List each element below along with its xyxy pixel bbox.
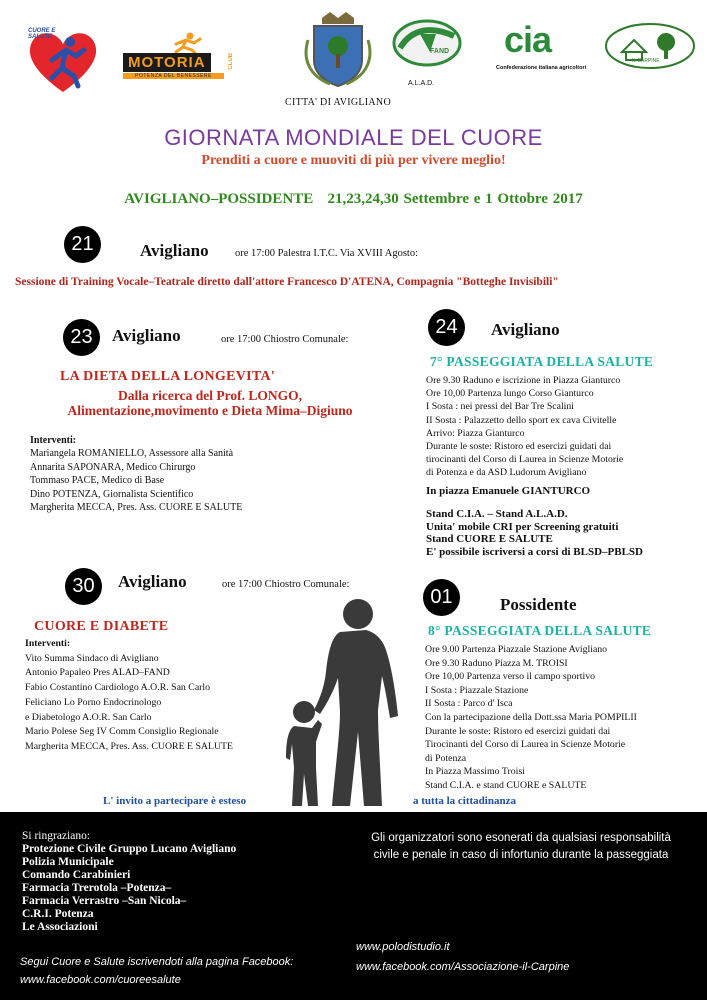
list-item: I Sosta : nei pressi del Bar Tre Scalini: [426, 401, 575, 413]
list-item: Dino POTENZA, Giornalista Scientifico: [30, 488, 194, 500]
day-21-time: ore 17:00 Palestra I.T.C. Via XVIII Agosto:: [235, 248, 418, 259]
logo-citta-di-avigliano: [268, 10, 408, 110]
day-30-place: Avigliano: [118, 572, 187, 591]
facebook-note: Segui Cuore e Salute iscrivendoti alla pagina Facebook:: [20, 956, 294, 968]
city-caption: CITTA' DI AVIGLIANO: [285, 97, 391, 108]
day-01-program: [425, 643, 637, 793]
interventi-label: Interventi:: [30, 435, 77, 446]
list-item: e Diabetologo A.O.R. San Carlo: [25, 711, 152, 723]
day-21-badge: 21: [64, 226, 101, 263]
day-24-title: 7° PASSEGGIATA DELLA SALUTE: [430, 354, 654, 369]
list-item: Fabio Costantino Cardiologo A.O.R. San Carlo: [25, 682, 211, 694]
list-item: tirocinanti del Corso di Laurea in Scienze Motorie: [426, 454, 624, 466]
list-item: Unita' mobile CRI per Screening gratuiti: [426, 520, 619, 533]
father-child-silhouette: [270, 592, 430, 810]
list-item: Margherita MECCA, Pres. Ass. CUORE E SALUTE: [30, 502, 243, 514]
thanks-list: [22, 830, 236, 934]
logo-cuore-e-salute: [22, 20, 104, 98]
alad-fand-icon: [392, 18, 462, 68]
logo-cia: [490, 18, 590, 78]
coat-of-arms-icon: [300, 10, 376, 90]
interventi-label: Interventi:: [25, 638, 71, 649]
day-23-subtitle-2: Alimentazione,movimento e Dieta Mima–Digiuno: [67, 403, 353, 418]
motoria-club: CLUB: [228, 53, 234, 70]
motoria-tagline: POTENZA DEL BENESSERE: [123, 73, 224, 79]
day-24-place: Avigliano: [491, 320, 560, 339]
day-24-stands: [426, 508, 643, 559]
list-item: II Sosta : Parco d' Isca: [425, 698, 513, 710]
list-item: Feliciano Lo Porno Endocrinologo: [25, 696, 162, 708]
invite-right: a tutta la cittadinanza: [413, 795, 516, 807]
day-30-title: CUORE E DIABETE: [34, 619, 169, 634]
list-item: Ore 9.30 Raduno Piazza M. TROISI: [425, 657, 568, 669]
logo-alad: [392, 18, 462, 92]
list-item: Arrivo: Piazza Gianturco: [426, 427, 525, 439]
footer: [0, 812, 707, 1000]
list-item: Durante le soste: Ristoro ed esercizi guidati dai: [425, 725, 611, 737]
list-item: Antonio Papaleo Pres ALAD–FAND: [25, 667, 170, 679]
list-item: Vito Summa Sindaco di Avigliano: [25, 652, 159, 664]
list-item: In Piazza Massimo Troisi: [425, 766, 525, 778]
list-item: Ore 9.00 Partenza Piazzale Stazione Avigliano: [425, 644, 608, 655]
day-30-time: ore 17:00 Chiostro Comunale:: [222, 579, 350, 590]
day-23-interventi: [30, 434, 242, 514]
day-01-title: 8° PASSEGGIATA DELLA SALUTE: [428, 623, 652, 638]
invite-left: L' invito a partecipare è esteso: [103, 795, 247, 807]
disclaimer-line-1: Gli organizzatori sono esonerati da qualsiasi responsabilità: [371, 832, 671, 844]
list-item: Farmacia Trerotola –Potenza–: [22, 882, 172, 894]
day-21-description: Sessione di Training Vocale–Teatrale diretto dall'attore Francesco D'ATENA, Compagnia "Botteghe Invisibili": [15, 276, 559, 288]
day-24-piazza: In piazza Emanuele GIANTURCO: [426, 485, 591, 497]
list-item: Comando Carabinieri: [22, 869, 131, 881]
alad-mark: FAND: [430, 48, 450, 55]
list-item: di Potenza e da ASD Ludorum Avigliano: [426, 467, 587, 479]
list-item: Ore 9.30 Raduno e iscrizione in Piazza Gianturco: [426, 375, 621, 386]
website-link[interactable]: www.polodistudio.it: [356, 941, 450, 953]
carpine-caption: IL CARPINE: [632, 58, 660, 64]
day-23-subtitle-1: Dalla ricerca del Prof. LONGO,: [118, 388, 302, 403]
runner-icon: [168, 32, 208, 54]
list-item: Stand C.I.A. e stand CUORE e SALUTE: [425, 779, 587, 791]
day-24-program: [426, 374, 623, 480]
logo-motoria: [123, 32, 243, 80]
list-item: Mariangela ROMANIELLO, Assessore alla Sanità: [30, 448, 234, 460]
day-23-title: LA DIETA DELLA LONGEVITA': [60, 369, 276, 384]
list-item: Protezione Civile Gruppo Lucano Avigliano: [22, 843, 237, 855]
list-item: Tirocinanti del Corso di Laurea in Scienze Motorie: [425, 739, 626, 751]
motoria-name: MOTORIA: [123, 53, 211, 72]
list-item: Durante le soste: Ristoro ed esercizi guidati dai: [426, 441, 612, 453]
list-item: Annarita SAPONARA, Medico Chirurgo: [30, 461, 196, 473]
day-01-badge: 01: [423, 579, 460, 616]
day-24-badge: 24: [428, 309, 465, 346]
list-item: Ore 10,00 Partenza lungo Corso Gianturco: [426, 388, 594, 400]
list-item: II Sosta : Palazzetto dello sport ex cava Civitelle: [426, 414, 617, 426]
facebook-link[interactable]: www.facebook.com/cuoreesalute: [20, 974, 181, 986]
facebook-link-carpine[interactable]: www.facebook.com/Associazione-il-Carpine: [356, 961, 570, 973]
list-item: Ore 10,00 Partenza verso il campo sportivo: [425, 671, 596, 683]
disclaimer-line-2: civile e penale in caso di infortunio durante la passeggiata: [373, 849, 669, 861]
list-item: E' possibile iscriversi a corsi di BLSD–PBLSD: [426, 546, 643, 559]
page-subtitle: Prenditi a cuore e muoviti di più per vivere meglio!: [201, 153, 506, 168]
list-item: di Potenza: [425, 752, 467, 764]
day-30-interventi: [25, 637, 233, 755]
cia-caption: Confederazione italiana agricoltori: [496, 65, 587, 71]
list-item: Tommaso PACE, Medico di Base: [30, 475, 165, 487]
day-01-place: Possidente: [500, 595, 577, 614]
logo-cuore-e-salute-text: CUORE E SALUTE: [28, 28, 56, 40]
day-23-badge: 23: [63, 319, 100, 356]
thanks-label: Si ringraziano:: [22, 830, 91, 842]
list-item: Margherita MECCA, Pres. Ass. CUORE E SALUTE: [25, 740, 233, 752]
day-23-time: ore 17:00 Chiostro Comunale:: [221, 334, 349, 345]
list-item: Stand C.I.A. – Stand A.L.A.D.: [426, 508, 568, 520]
alad-caption: A.L.A.D.: [408, 80, 435, 87]
page-title: GIORNATA MONDIALE DEL CUORE: [164, 125, 543, 150]
list-item: Mario Polese Seg IV Comm Consiglio Regionale: [25, 726, 219, 738]
list-item: Farmacia Verrastro –San Nicola–: [22, 895, 187, 907]
list-item: Con la partecipazione della Dott.ssa Maria POMPILII: [425, 711, 637, 723]
list-item: I Sosta : Piazzale Stazione: [425, 684, 529, 696]
day-30-badge: 30: [65, 568, 102, 605]
day-23-place: Avigliano: [112, 326, 181, 345]
list-item: Le Associazioni: [22, 921, 98, 933]
logo-il-carpine: [604, 22, 696, 70]
event-dates: AVIGLIANO–POSSIDENTE 21,23,24,30 Settembre e 1 Ottobre 2017: [124, 191, 583, 207]
list-item: Stand CUORE E SALUTE: [426, 533, 553, 546]
list-item: Polizia Municipale: [22, 856, 114, 868]
list-item: C.R.I. Potenza: [22, 908, 94, 920]
cia-mark: cia: [504, 19, 552, 60]
disclaimer: [340, 830, 702, 864]
day-21-place: Avigliano: [140, 241, 209, 260]
